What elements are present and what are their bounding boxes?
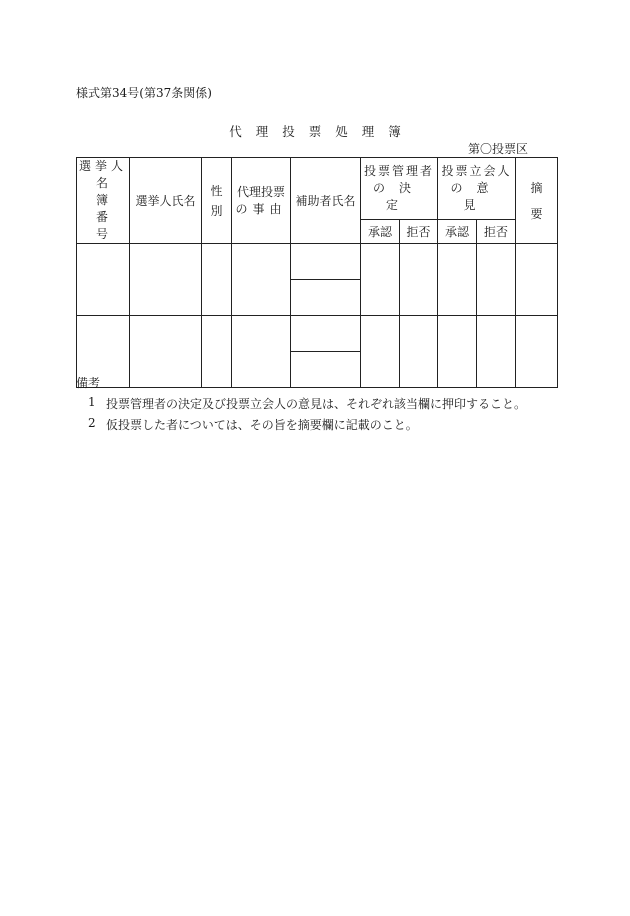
entry-assistant-1a[interactable] bbox=[291, 244, 361, 280]
header-gender: 性別 bbox=[202, 158, 232, 244]
entry-gender-1[interactable] bbox=[202, 244, 232, 316]
entry-manager-reject-1[interactable] bbox=[400, 244, 438, 316]
header-voter-number: 選挙人 名簿 番号 bbox=[77, 158, 130, 244]
header-assistant-name: 補助者氏名 bbox=[291, 158, 361, 244]
subheader-witness-reject: 拒否 bbox=[477, 220, 516, 244]
notes-section bbox=[76, 374, 526, 437]
note-text: 投票管理者の決定及び投票立会人の意見は、それぞれ該当欄に押印すること。 bbox=[106, 397, 527, 411]
note-number: 2 bbox=[88, 416, 96, 430]
page-title: 代理投票処理簿 bbox=[229, 124, 415, 139]
header-manager-decision: 投票管理者 の決定 bbox=[361, 158, 438, 220]
entry-reason-1[interactable] bbox=[232, 244, 291, 316]
subheader-manager-approve: 承認 bbox=[361, 220, 400, 244]
entry-remarks-1[interactable] bbox=[516, 244, 558, 316]
header-voter-name: 選挙人氏名 bbox=[130, 158, 202, 244]
note-number: 1 bbox=[88, 395, 96, 409]
note-item bbox=[88, 416, 526, 433]
entry-manager-approve-1[interactable] bbox=[361, 244, 400, 316]
subheader-witness-approve: 承認 bbox=[438, 220, 477, 244]
header-remarks: 摘要 bbox=[516, 158, 558, 244]
entry-witness-approve-1[interactable] bbox=[438, 244, 477, 316]
form-reference: 様式第34号(第37条関係) bbox=[76, 86, 212, 100]
entry-witness-reject-1[interactable] bbox=[477, 244, 516, 316]
entry-voter-name-1[interactable] bbox=[130, 244, 202, 316]
subheader-manager-reject: 拒否 bbox=[400, 220, 438, 244]
note-item bbox=[88, 395, 526, 412]
entry-assistant-2a[interactable] bbox=[291, 316, 361, 352]
entry-assistant-1b[interactable] bbox=[291, 280, 361, 316]
proxy-voting-ledger-table bbox=[76, 157, 558, 388]
header-witness-opinion: 投票立会人 の意見 bbox=[438, 158, 516, 220]
header-proxy-reason: 代理投票 の事由 bbox=[232, 158, 291, 244]
entry-voter-number-1[interactable] bbox=[77, 244, 130, 316]
notes-heading: 備考 bbox=[76, 376, 101, 390]
polling-district: 第〇投票区 bbox=[468, 142, 529, 156]
note-text: 仮投票した者については、その旨を摘要欄に記載のこと。 bbox=[106, 418, 418, 432]
